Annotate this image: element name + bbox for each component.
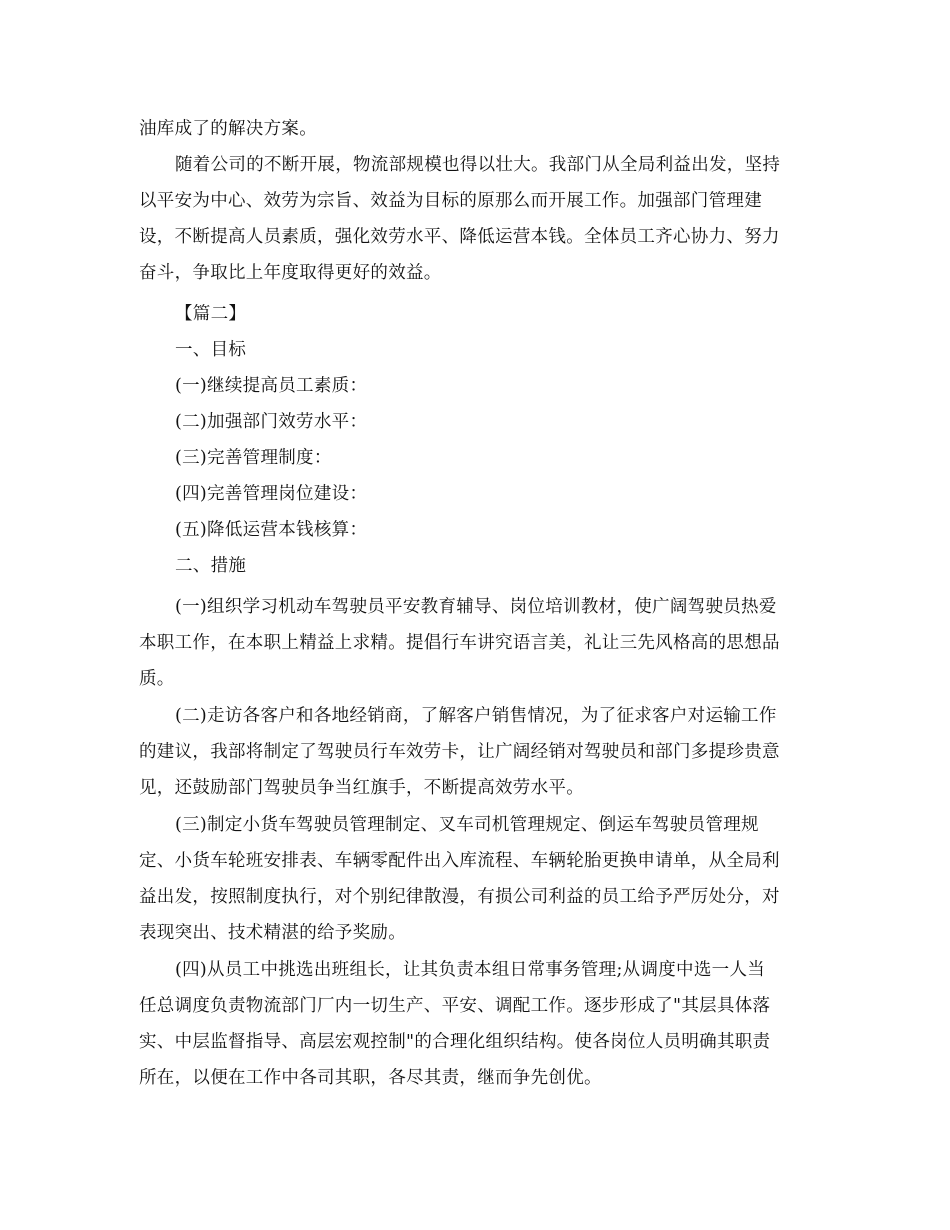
measure-heading: 二、措施 <box>175 556 247 576</box>
paragraph-line: 实、中层监督指导、高层宏观控制"的合理化组织结构。使各岗位人员明确其职责 <box>139 1032 771 1052</box>
paragraph-line: 任总调度负责物流部门厂内一切生产、平安、调配工作。逐步形成了"其层具体落 <box>139 996 771 1016</box>
paragraph-line: (一)组织学习机动车驾驶员平安教育辅导、岗位培训教材，使广阔驾驶员热爱 <box>175 597 777 617</box>
paragraph-line: 本职工作，在本职上精益上求精。提倡行车讲究语言美，礼让三先风格高的思想品 <box>139 633 780 653</box>
paragraph-line: 益出发，按照制度执行，对个别纪律散漫，有损公司利益的员工给予严厉处分，对 <box>139 887 780 907</box>
goal-item: (二)加强部门效劳水平： <box>175 412 368 432</box>
goal-item: (三)完善管理制度： <box>175 448 332 468</box>
goal-item: (一)继续提高员工素质： <box>175 376 368 396</box>
paragraph-line: 表现突出、技术精湛的给予奖励。 <box>139 923 406 943</box>
paragraph-line: 设，不断提高人员素质，强化效劳水平、降低运营本钱。全体员工齐心协力、努力 <box>139 227 780 247</box>
paragraph-line: (三)制定小货车驾驶员管理制定、叉车司机管理规定、倒运车驾驶员管理规 <box>175 815 759 835</box>
paragraph-line: 奋斗，争取比上年度取得更好的效益。 <box>139 263 442 283</box>
paragraph-line: 油库成了的解决方案。 <box>139 119 317 139</box>
paragraph-line: 所在，以便在工作中各司其职，各尽其责，继而争先创优。 <box>139 1068 602 1088</box>
paragraph-line: (四)从员工中挑选出班组长，让其负责本组日常事务管理;从调度中选一人当 <box>175 960 766 980</box>
paragraph-line: 随着公司的不断开展，物流部规模也得以壮大。我部门从全局利益出发，坚持 <box>175 155 781 175</box>
section-title: 【篇二】 <box>175 304 247 324</box>
paragraph-line: (二)走访各客户和各地经销商，了解客户销售情况，为了征求客户对运输工作 <box>175 706 777 726</box>
goal-item: (四)完善管理岗位建设： <box>175 484 368 504</box>
paragraph-line: 以平安为中心、效劳为宗旨、效益为目标的原那么而开展工作。加强部门管理建 <box>139 191 762 211</box>
paragraph-line: 的建议，我部将制定了驾驶员行车效劳卡，让广阔经销对驾驶员和部门多提珍贵意 <box>139 742 780 762</box>
goal-item: (五)降低运营本钱核算： <box>175 520 368 540</box>
goal-heading: 一、目标 <box>175 340 247 360</box>
paragraph-line: 见，还鼓励部门驾驶员争当红旗手，不断提高效劳水平。 <box>139 778 584 798</box>
paragraph-line: 定、小货车轮班安排表、车辆零配件出入库流程、车辆轮胎更换申请单，从全局利 <box>139 851 780 871</box>
paragraph-line: 质。 <box>139 669 175 689</box>
